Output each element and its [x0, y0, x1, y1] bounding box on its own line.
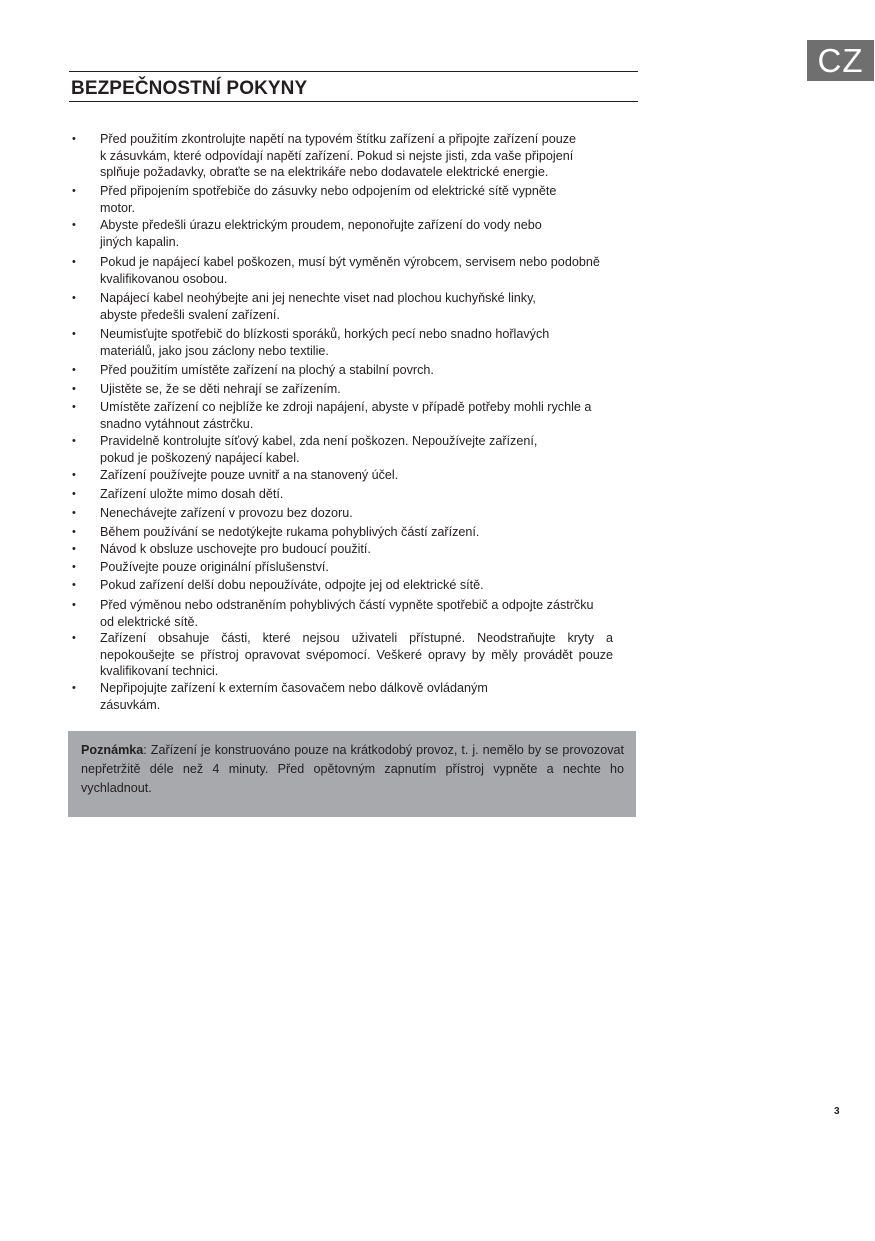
bullet-marker: •: [72, 219, 76, 231]
list-item: [72, 183, 635, 216]
list-item: [72, 597, 635, 630]
page-title: BEZPEČNOSTNÍ POKYNY: [71, 78, 308, 99]
list-item: [72, 505, 635, 522]
list-item: [72, 131, 635, 181]
list-item-line: Pravidelně kontrolujte síťový kabel, zda není poškozen. Nepoužívejte zařízení,: [100, 434, 538, 448]
bullet-marker: •: [72, 256, 76, 268]
list-item: [72, 680, 635, 713]
list-item-line: Během používání se nedotýkejte rukama pohyblivých částí zařízení.: [100, 525, 480, 539]
note-text: : Zařízení je konstruováno pouze na krátkodobý provoz, t. j. nemělo by se provozovat nepřetržitě déle než 4 minuty. Před opětovným zapnutím přístroj vypněte a nechte ho vychladnout.: [81, 743, 624, 795]
list-item-text: Zařízení obsahuje části, které nejsou uživateli přístupné. Neodstraňujte kryty a nepokoušejte se přístroj opravovat svépomocí. Veškeré opravy by měly provádět pouze kvalifikovaní technici.: [100, 631, 613, 679]
list-item-line: snadno vytáhnout zástrčku.: [100, 416, 254, 431]
list-item: [72, 467, 635, 484]
list-item: [72, 433, 635, 466]
bullet-marker: •: [72, 383, 76, 395]
list-item-line: od elektrické sítě.: [100, 614, 198, 629]
list-item-line: Nepřipojujte zařízení k externím časovačem nebo dálkově ovládaným: [100, 681, 488, 695]
list-item-line: Před výměnou nebo odstraněním pohyblivých částí vypněte spotřebič a odpojte zástrčku: [100, 598, 594, 612]
bullet-marker: •: [72, 632, 76, 644]
list-item-line: pokud je poškozený napájecí kabel.: [100, 450, 300, 465]
bullet-marker: •: [72, 579, 76, 591]
list-item: [72, 524, 635, 541]
page-number: 3: [834, 1106, 840, 1117]
bullet-marker: •: [72, 682, 76, 694]
bullet-marker: •: [72, 526, 76, 538]
list-item-line: Před použitím umístěte zařízení na plochý a stabilní povrch.: [100, 363, 434, 377]
list-item: [72, 486, 635, 503]
list-item-line: motor.: [100, 200, 135, 215]
list-item-line: Napájecí kabel neohýbejte ani jej nenechte viset nad plochou kuchyňské linky,: [100, 291, 536, 305]
list-item: [72, 290, 635, 323]
list-item-line: Ujistěte se, že se děti nehrají se zařízením.: [100, 382, 341, 396]
list-item-line: Umístěte zařízení co nejblíže ke zdroji napájení, abyste v případě potřeby mohli rychle a: [100, 400, 592, 414]
list-item-line: zásuvkám.: [100, 697, 161, 712]
bullet-marker: •: [72, 561, 76, 573]
bullet-marker: •: [72, 469, 76, 481]
list-item-line: Používejte pouze originální příslušenství.: [100, 560, 329, 574]
list-item-line: Pokud zařízení delší dobu nepoužíváte, odpojte jej od elektrické sítě.: [100, 578, 484, 592]
bullet-marker: •: [72, 435, 76, 447]
note-box: [68, 731, 636, 817]
list-item-line: Zařízení používejte pouze uvnitř a na stanovený účel.: [100, 468, 399, 482]
bullet-marker: •: [72, 507, 76, 519]
list-item-line: Abyste předešli úrazu elektrickým proudem, neponořujte zařízení do vody nebo: [100, 218, 542, 232]
bullet-marker: •: [72, 292, 76, 304]
list-item-line: materiálů, jako jsou záclony nebo textilie.: [100, 343, 329, 358]
bullet-marker: •: [72, 543, 76, 555]
list-item-line: jiných kapalin.: [100, 234, 180, 249]
list-item-line: Návod k obsluze uschovejte pro budoucí použití.: [100, 542, 371, 556]
list-item-line: Zařízení uložte mimo dosah dětí.: [100, 487, 284, 501]
bullet-marker: •: [72, 599, 76, 611]
language-tab: CZ: [807, 40, 874, 81]
bullet-marker: •: [72, 401, 76, 413]
list-item: [72, 577, 635, 594]
list-item: [72, 381, 635, 398]
section-header: [69, 71, 638, 102]
list-item: [72, 217, 635, 250]
list-item: [72, 559, 635, 576]
list-item-line: Před připojením spotřebiče do zásuvky nebo odpojením od elektrické sítě vypněte: [100, 184, 557, 198]
list-item-line: Před použitím zkontrolujte napětí na typovém štítku zařízení a připojte zařízení pouze: [100, 132, 577, 146]
bullet-marker: •: [72, 328, 76, 340]
bullet-marker: •: [72, 133, 76, 145]
list-item: [72, 254, 635, 287]
list-item-line: Neumisťujte spotřebič do blízkosti sporáků, horkých pecí nebo snadno hořlavých: [100, 327, 550, 341]
bullet-marker: •: [72, 488, 76, 500]
list-item-line: kvalifikovanou osobou.: [100, 271, 228, 286]
list-item-line: k zásuvkám, které odpovídají napětí zařízení. Pokud si nejste jisti, zda vaše připojení: [100, 148, 574, 163]
bullet-marker: •: [72, 185, 76, 197]
list-item: [72, 630, 613, 680]
list-item: [72, 326, 635, 359]
list-item: [72, 362, 635, 379]
list-item: [72, 541, 635, 558]
list-item-line: splňuje požadavky, obraťte se na elektrikáře nebo dodavatele elektrické energie.: [100, 165, 549, 180]
bullet-marker: •: [72, 364, 76, 376]
list-item: [72, 399, 635, 432]
list-item-line: abyste předešli svalení zařízení.: [100, 307, 280, 322]
note-label: Poznámka: [81, 743, 144, 757]
list-item-line: Nenechávejte zařízení v provozu bez dozoru.: [100, 506, 353, 520]
list-item-line: Pokud je napájecí kabel poškozen, musí být vyměněn výrobcem, servisem nebo podobně: [100, 255, 600, 269]
